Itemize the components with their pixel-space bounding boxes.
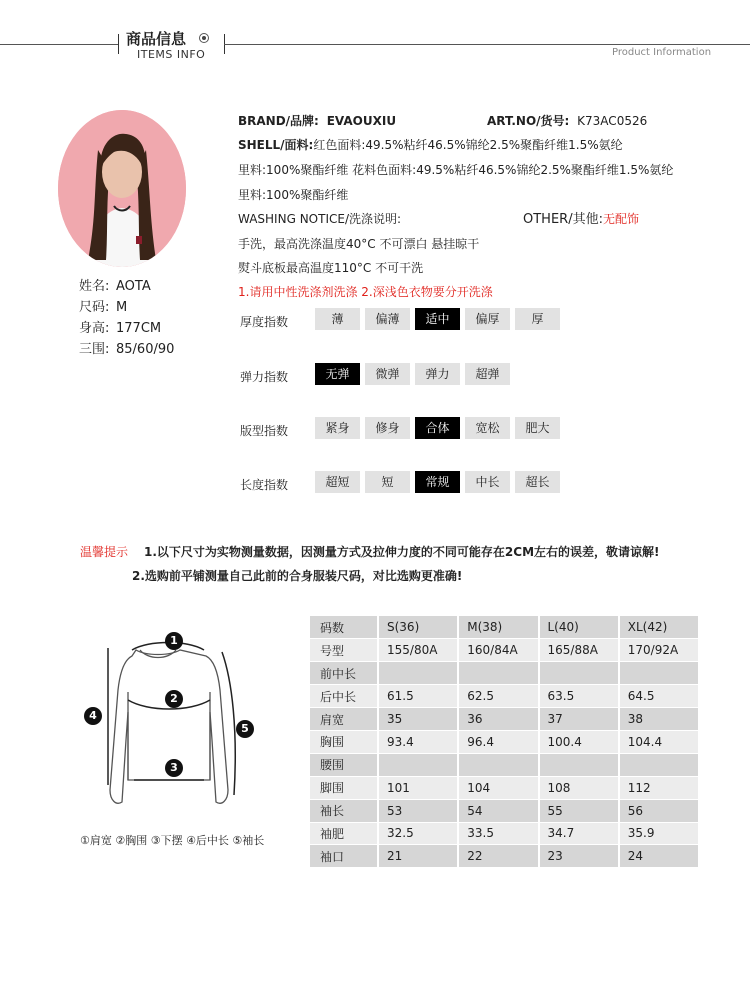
table-header-cell: S(36): [378, 616, 458, 639]
table-cell: 肩宽: [310, 708, 378, 731]
measurement-diagram: [78, 620, 258, 829]
tips-label: 温馨提示: [80, 545, 129, 559]
artno-line: ART.NO/货号: K73AC0526: [487, 114, 648, 128]
table-row: [310, 662, 699, 685]
table-cell: 62.5: [458, 685, 538, 708]
header-line-left: [0, 44, 118, 45]
table-cell: 32.5: [378, 822, 458, 845]
table-row: [310, 845, 699, 868]
table-cell: 号型: [310, 639, 378, 662]
table-cell: 袖肥: [310, 822, 378, 845]
table-cell: 54: [458, 799, 538, 822]
table-cell: 33.5: [458, 822, 538, 845]
table-cell: 38: [619, 708, 699, 731]
elasticity-index-label: 弹力指数: [240, 370, 289, 384]
thickness-option: 偏厚: [465, 308, 510, 330]
model-info: [79, 276, 174, 360]
table-cell: 前中长: [310, 662, 378, 685]
table-header-cell: M(38): [458, 616, 538, 639]
table-cell: 袖长: [310, 799, 378, 822]
table-cell: [619, 662, 699, 685]
table-row: [310, 753, 699, 776]
table-cell: 93.4: [378, 730, 458, 753]
length-option: 超短: [315, 471, 360, 493]
model-measurements-row: 三围: 85/60/90: [79, 342, 175, 357]
table-row: [310, 708, 699, 731]
length-option: 常规: [415, 471, 460, 493]
model-avatar: [58, 110, 186, 267]
table-header-cell: L(40): [539, 616, 619, 639]
shell-line: SHELL/面料:红色面料:49.5%粘纤46.5%锦纶2.5%聚酯纤维1.5%氨纶: [238, 138, 623, 152]
table-cell: 64.5: [619, 685, 699, 708]
table-cell: 袖口: [310, 845, 378, 868]
table-cell: 108: [539, 776, 619, 799]
marker-3-icon: 3: [165, 759, 183, 777]
table-cell: 36: [458, 708, 538, 731]
lining-line-1: 里料:100%聚酯纤维 花料色面料:49.5%粘纤46.5%锦纶2.5%聚酯纤维1.5%氨纶: [238, 163, 674, 177]
model-name-row: 姓名: AOTA: [79, 279, 151, 294]
length-option: 中长: [465, 471, 510, 493]
table-cell: 腰围: [310, 753, 378, 776]
size-table: [310, 616, 700, 868]
tip-line-1: 1.以下尺寸为实物测量数据，因测量方式及拉伸力度的不同可能存在2CM左右的误差，敬请谅解!: [144, 545, 660, 559]
table-cell: 104.4: [619, 730, 699, 753]
table-cell: 63.5: [539, 685, 619, 708]
table-cell: 35.9: [619, 822, 699, 845]
table-cell: 170/92A: [619, 639, 699, 662]
wash-warning: 1.请用中性洗涤剂洗涤 2.深浅色衣物要分开洗涤: [238, 285, 493, 299]
table-row: [310, 685, 699, 708]
length-option: 短: [365, 471, 410, 493]
elasticity-option: 超弹: [465, 363, 510, 385]
diagram-legend: ①肩宽 ②胸围 ③下摆 ④后中长 ⑤袖长: [80, 834, 265, 847]
length-option: 超长: [515, 471, 560, 493]
thickness-option: 偏薄: [365, 308, 410, 330]
model-photo-illustration: [58, 110, 186, 267]
header-line-right: [224, 44, 750, 45]
thickness-option: 适中: [415, 308, 460, 330]
thickness-option: 薄: [315, 308, 360, 330]
table-row: [310, 799, 699, 822]
table-cell: 55: [539, 799, 619, 822]
table-cell: 53: [378, 799, 458, 822]
washing-notice-label: WASHING NOTICE/洗涤说明:: [238, 212, 402, 226]
shirt-outline-illustration: [78, 620, 258, 825]
table-cell: [378, 753, 458, 776]
table-cell: [378, 662, 458, 685]
table-header-cell: 码数: [310, 616, 378, 639]
header-right-caption: Product Information: [612, 47, 712, 58]
table-cell: 56: [619, 799, 699, 822]
thickness-index-label: 厚度指数: [240, 315, 289, 329]
table-row: [310, 730, 699, 753]
table-cell: 61.5: [378, 685, 458, 708]
table-cell: 24: [619, 845, 699, 868]
page-title: 商品信息: [126, 30, 187, 48]
table-header-row: [310, 616, 699, 639]
table-cell: 96.4: [458, 730, 538, 753]
table-cell: 35: [378, 708, 458, 731]
model-size-row: 尺码: M: [79, 300, 128, 315]
table-cell: 34.7: [539, 822, 619, 845]
lining-line-2: 里料:100%聚酯纤维: [238, 188, 349, 202]
table-cell: 160/84A: [458, 639, 538, 662]
fit-option: 宽松: [465, 417, 510, 439]
marker-5-icon: 5: [236, 720, 254, 738]
tip-line-2: 2.选购前平铺测量自己此前的合身服装尺码，对比选购更准确!: [132, 569, 463, 583]
wash-instruction-2: 熨斗底板最高温度110°C 不可干洗: [238, 261, 424, 275]
brand-line: BRAND/品牌: EVAOUXIU: [238, 114, 397, 128]
table-cell: 165/88A: [539, 639, 619, 662]
table-cell: [539, 753, 619, 776]
table-cell: [619, 753, 699, 776]
fit-option: 紧身: [315, 417, 360, 439]
fit-index-label: 版型指数: [240, 424, 289, 438]
table-header-cell: XL(42): [619, 616, 699, 639]
table-cell: 101: [378, 776, 458, 799]
table-cell: 37: [539, 708, 619, 731]
elasticity-option: 弹力: [415, 363, 460, 385]
fit-option: 肥大: [515, 417, 560, 439]
table-row: [310, 639, 699, 662]
table-cell: 后中长: [310, 685, 378, 708]
table-cell: [458, 662, 538, 685]
elasticity-option: 微弹: [365, 363, 410, 385]
marker-4-icon: 4: [84, 707, 102, 725]
fit-option: 合体: [415, 417, 460, 439]
table-cell: 22: [458, 845, 538, 868]
table-cell: 155/80A: [378, 639, 458, 662]
table-cell: 胸围: [310, 730, 378, 753]
table-cell: 23: [539, 845, 619, 868]
table-cell: 21: [378, 845, 458, 868]
marker-1-icon: 1: [165, 632, 183, 650]
table-cell: 104: [458, 776, 538, 799]
length-index-label: 长度指数: [240, 478, 289, 492]
table-row: [310, 776, 699, 799]
table-cell: [458, 753, 538, 776]
thickness-option: 厚: [515, 308, 560, 330]
table-cell: 112: [619, 776, 699, 799]
marker-2-icon: 2: [165, 690, 183, 708]
elasticity-option: 无弹: [315, 363, 360, 385]
model-height-row: 身高: 177CM: [79, 321, 162, 336]
page-subtitle: ITEMS INFO: [137, 48, 206, 61]
table-cell: 脚围: [310, 776, 378, 799]
wash-instruction-1: 手洗，最高洗涤温度40°C 不可漂白 悬挂晾干: [238, 237, 480, 251]
header-divider-left: [118, 34, 119, 54]
table-cell: [539, 662, 619, 685]
target-dot-icon: [199, 33, 209, 43]
other-line: OTHER/其他:无配饰: [523, 212, 639, 227]
table-row: [310, 822, 699, 845]
table-cell: 100.4: [539, 730, 619, 753]
fit-option: 修身: [365, 417, 410, 439]
